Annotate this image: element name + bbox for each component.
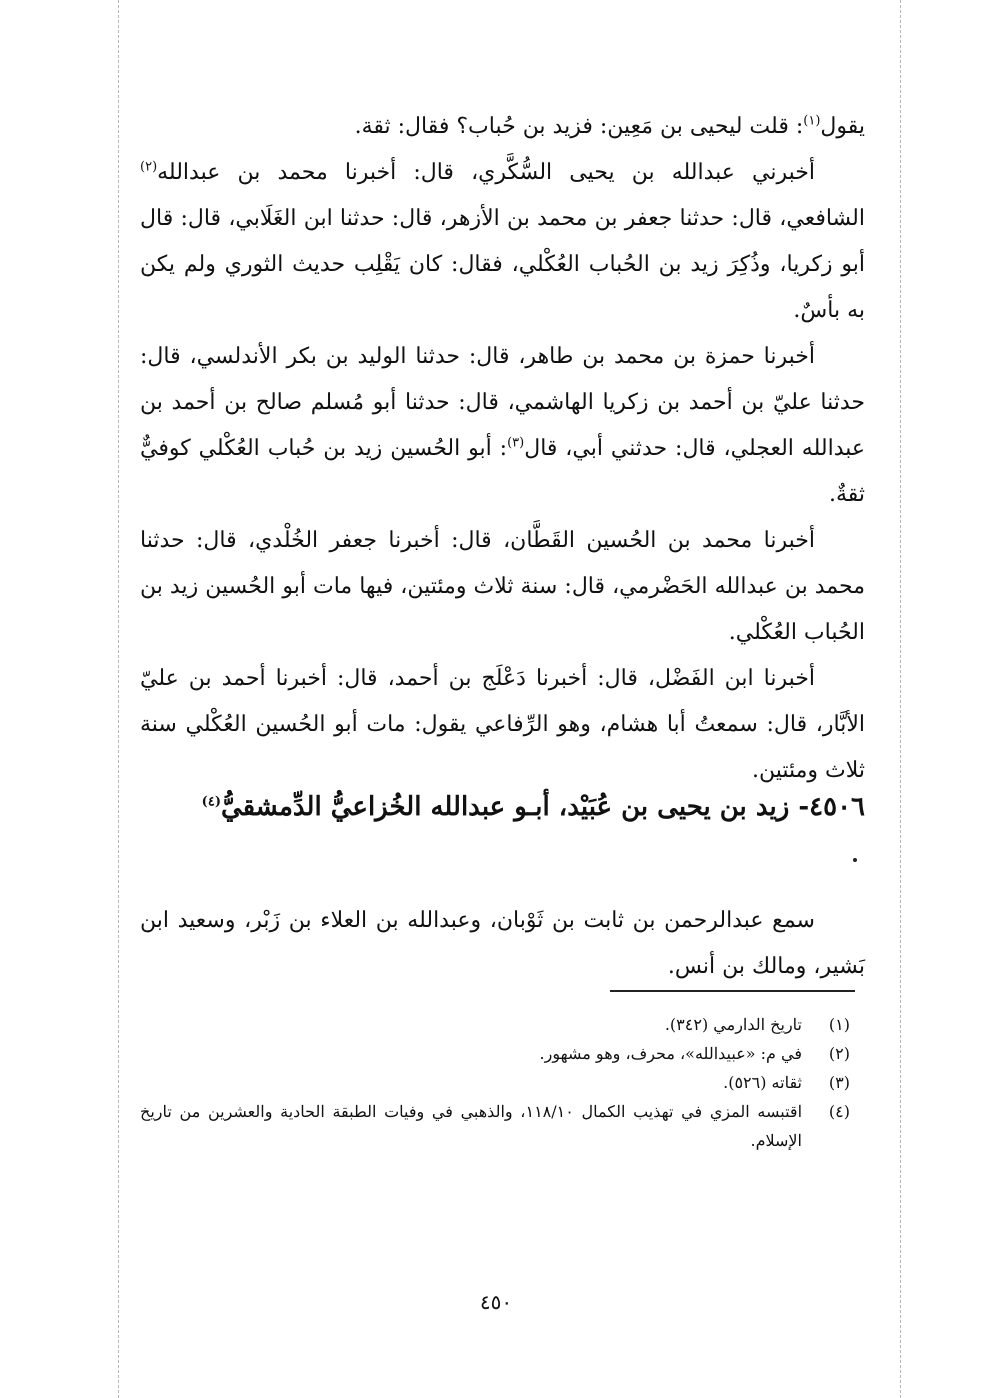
footnote-ref-2: (٢): [140, 159, 158, 175]
footnote-ref-4: (٤): [201, 794, 221, 810]
paragraph-1: [140, 104, 865, 150]
footnote-number: (٣): [828, 1073, 850, 1092]
scan-guide-line-right: [900, 0, 901, 1398]
entry-body: [140, 898, 865, 990]
paragraph-1-text-b: : قلت ليحيى بن مَعِين: فزيد بن حُباب؟ فقال: ثقة.: [354, 114, 804, 139]
paragraph-4: [140, 518, 865, 656]
stray-dot-mark: [853, 858, 857, 862]
footnote-item: [140, 1068, 850, 1097]
footnote-item: [140, 1010, 850, 1039]
footnote-item: [140, 1039, 850, 1068]
page-number: ٤٥٠: [479, 1290, 513, 1314]
paragraph-6: سمع عبدالرحمن بن ثابت بن ثَوْبان، وعبدالله بن العلاء بن زَبْر، وسعيد ابن بَشير، ومالك بن أنس.: [140, 908, 865, 979]
main-text: [140, 104, 865, 794]
scan-guide-line-left: [118, 0, 119, 1398]
paragraph-4-text: أخبرنا محمد بن الحُسين القَطَّان، قال: أخبرنا جعفر الخُلْدي، قال: حدثنا محمد بن عبدالله الحَضْرمي، قال: سنة ثلاث ومئتين، فيها مات أبو الحُسين زيد بن الحُباب العُكْلي.: [140, 528, 865, 645]
footnote-text: في م: «عبيدالله»، محرف، وهو مشهور.: [539, 1044, 802, 1063]
footnote-text: ثقاته (٥٢٦).: [723, 1073, 802, 1092]
paragraph-2: [140, 150, 865, 334]
footnote-ref-1: (١): [803, 113, 821, 129]
footnote-separator: [610, 990, 855, 992]
footnote-item: [140, 1097, 850, 1155]
paragraph-5-text: أخبرنا ابن الفَضْل، قال: أخبرنا دَعْلَج بن أحمد، قال: أخبرنا أحمد بن عليّ الأبَّار، قال: سمعتُ أبا هشام، وهو الرِّفاعي يقول: مات أبو الحُسين العُكْلي سنة ثلاث ومئتين.: [140, 666, 865, 783]
footnote-number: (١): [828, 1015, 850, 1034]
paragraph-1-text-a: يقول: [820, 114, 865, 139]
footnote-ref-3: (٣): [507, 435, 525, 451]
paragraph-2-text-a: أخبرني عبدالله بن يحيى السُّكَّري، قال: أخبرنا محمد بن عبدالله: [157, 160, 815, 185]
paragraph-3: [140, 334, 865, 518]
footnote-text: اقتبسه المزي في تهذيب الكمال ١١٨/١٠، والذهبي في وفيات الطبقة الحادية والعشرين من تاريخ الإسلام.: [140, 1102, 803, 1150]
entry-heading: [140, 784, 865, 830]
paragraph-3-text-a: أخبرنا حمزة بن محمد بن طاهر، قال: حدثنا الوليد بن بكر الأندلسي، قال: حدثنا عليّ بن أحمد بن زكريا الهاشمي، قال: حدثنا أبو مُسلم صالح بن أحمد بن عبدالله العجلي، قال: حدثني أبي، قال: [140, 344, 866, 461]
paragraph-2-text-b: الشافعي، قال: حدثنا جعفر بن محمد بن الأزهر، قال: حدثنا ابن الغَلَابي، قال: قال أبو زكريا، وذُكِرَ زيد بن الحُباب العُكْلي، فقال: كان يَقْلِب حديث الثوري ولم يكن به بأسٌ.: [140, 206, 865, 323]
paragraph-3-text-b: : أبو الحُسين زيد بن حُباب العُكْلي كوفيٌّ ثقةٌ.: [140, 436, 865, 507]
footnotes: [140, 1010, 850, 1155]
footnote-number: (٢): [828, 1044, 850, 1063]
paragraph-5: [140, 656, 865, 794]
footnote-text: تاريخ الدارمي (٣٤٢).: [664, 1015, 802, 1034]
entry-heading-text: ٤٥٠٦- زيد بن يحيى بن عُبَيْد، أبـو عبدالله الخُزاعيُّ الدِّمشقيُّ: [220, 792, 865, 822]
footnote-number: (٤): [828, 1102, 850, 1121]
